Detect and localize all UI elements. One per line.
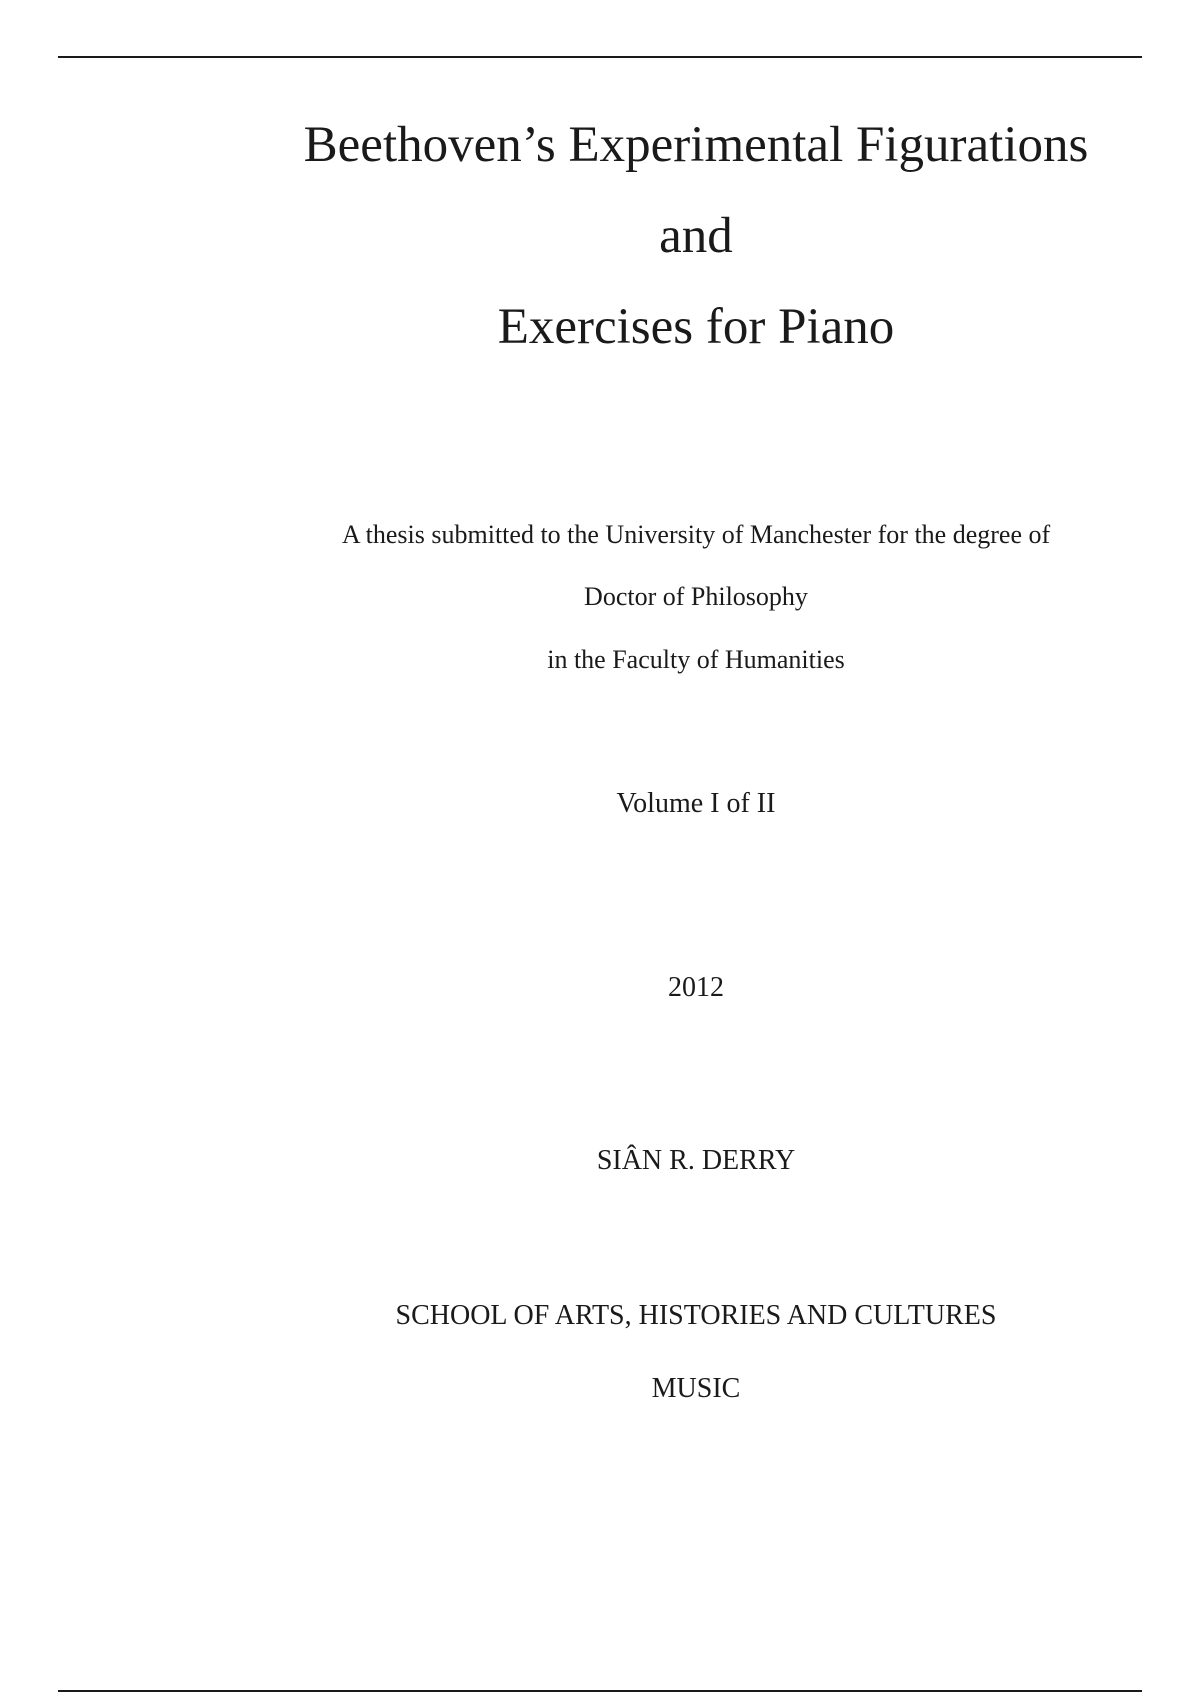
year-label: 2012 — [668, 972, 724, 1003]
bottom-rule — [58, 1690, 1142, 1692]
author-name: SIÂN R. DERRY — [596, 1145, 796, 1176]
faculty-name: in the Faculty of Humanities — [547, 645, 845, 674]
thesis-title-line-2: and — [659, 208, 733, 264]
thesis-title-line-3: Exercises for Piano — [497, 299, 895, 355]
top-rule — [58, 56, 1142, 58]
submission-statement: A thesis submitted to the University of Manchester for the degree of — [341, 520, 1051, 549]
degree-name: Doctor of Philosophy — [584, 582, 808, 611]
volume-label: Volume I of II — [616, 788, 776, 819]
school-name: SCHOOL OF ARTS, HISTORIES AND CULTURES — [395, 1300, 997, 1331]
department-name: MUSIC — [651, 1373, 741, 1404]
thesis-title-line-1: Beethoven’s Experimental Figurations — [303, 117, 1089, 173]
